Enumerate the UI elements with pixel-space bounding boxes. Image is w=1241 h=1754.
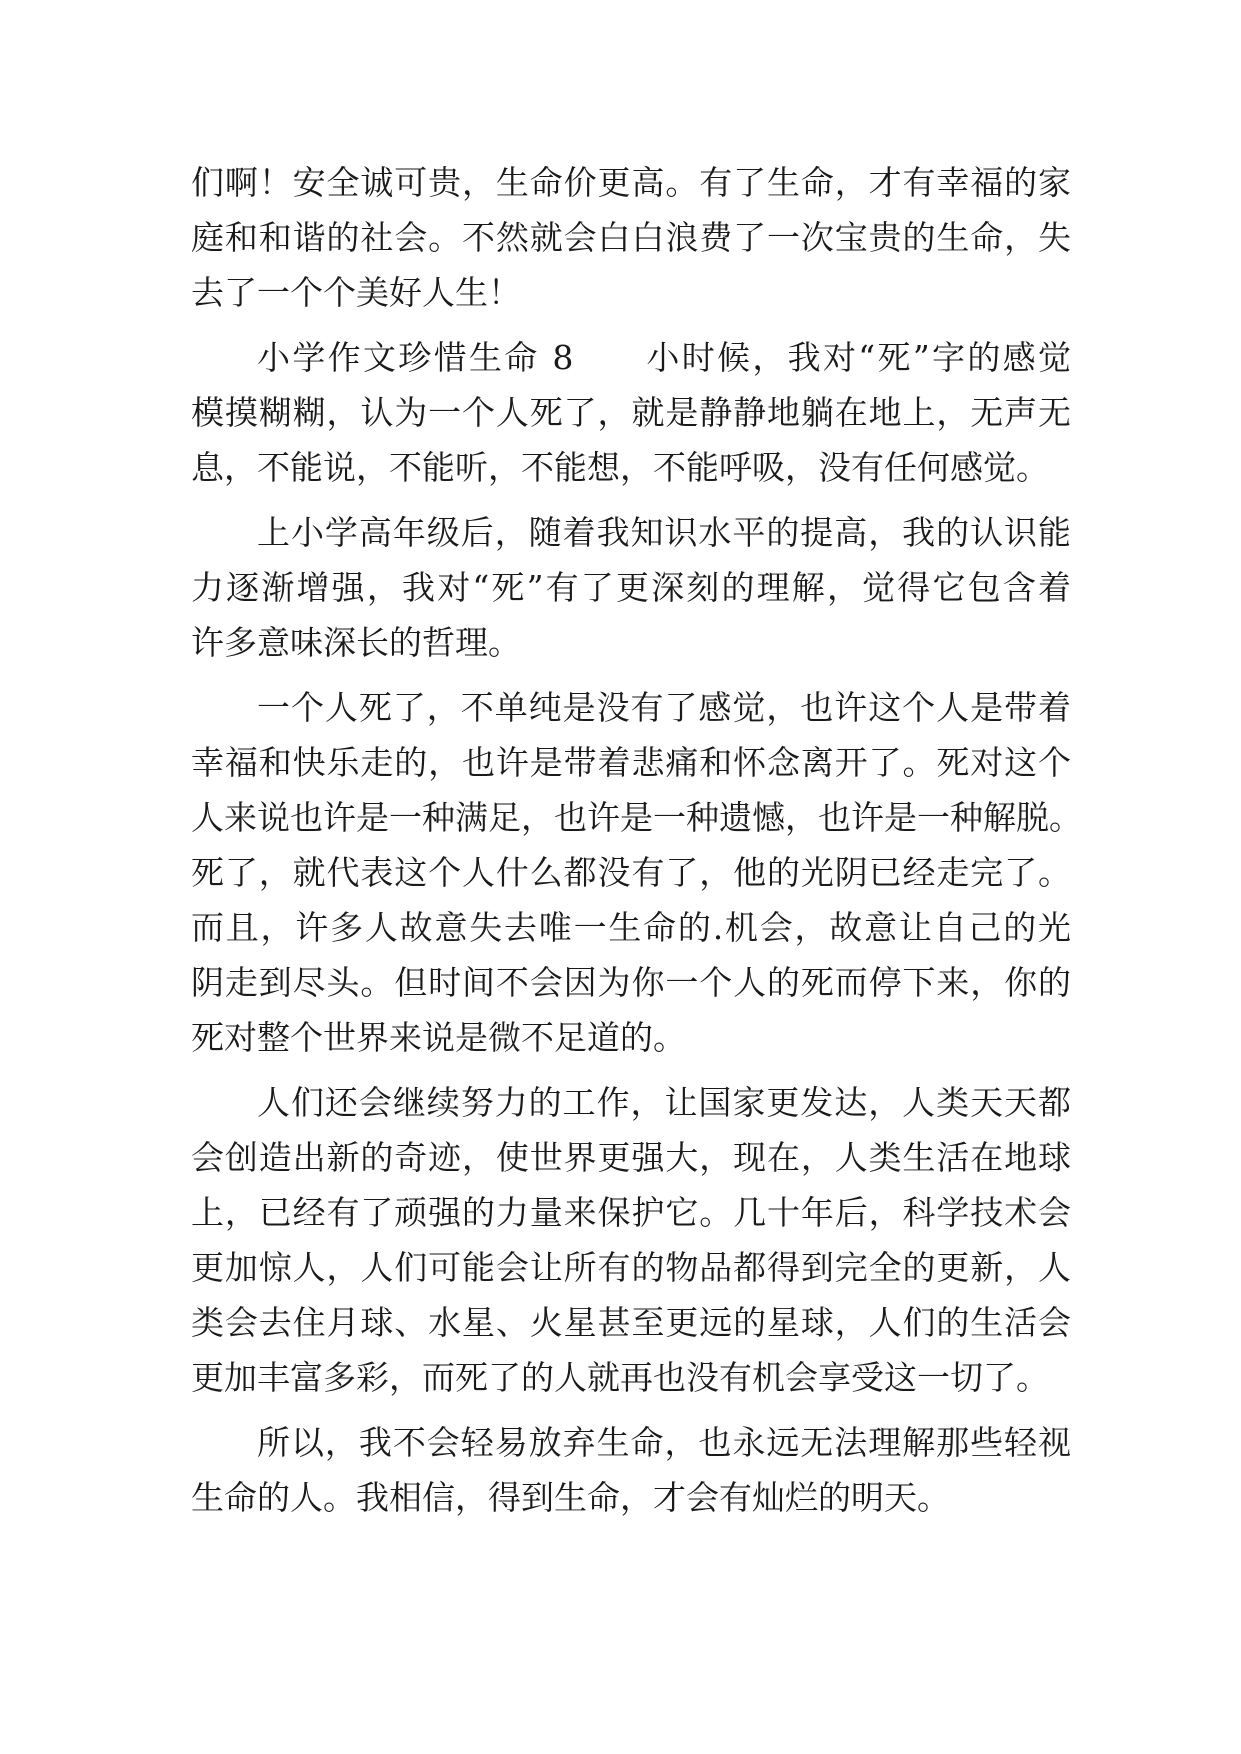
text-line: 死对整个世界来说是微不足道的。 (191, 1018, 686, 1057)
paragraph (191, 155, 1071, 320)
text-line: 们啊！安全诚可贵，生命价更高。有了生命，才有幸福的家 (191, 163, 1071, 202)
text-line: 庭和和谐的社会。不然就会白白浪费了一次宝贵的生命，失 (191, 218, 1071, 257)
text-line: 更加丰富多彩，而死了的人就再也没有机会享受这一切了。 (191, 1358, 1049, 1397)
paragraph (191, 1415, 1071, 1525)
text-line: 上小学高年级后，随着我知识水平的提高，我的认识能 (257, 513, 1071, 552)
text-line: 会创造出新的奇迹，使世界更强大，现在，人类生活在地球 (191, 1138, 1071, 1177)
text-line: 一个人死了，不单纯是没有了感觉，也许这个人是带着 (257, 688, 1071, 727)
text-line: 模摸糊糊，认为一个人死了，就是静静地躺在地上，无声无 (191, 393, 1071, 432)
text-line: 阴走到尽头。但时间不会因为你一个人的死而停下来，你的 (191, 963, 1071, 1002)
text-line: 人来说也许是一种满足，也许是一种遗憾，也许是一种解脱。 (191, 798, 1082, 837)
text-line: 力逐渐增强，我对“死”有了更深刻的理解，觉得它包含着 (191, 568, 1071, 607)
text-line: 人们还会继续努力的工作，让国家更发达，人类天天都 (257, 1083, 1071, 1122)
paragraph (191, 680, 1082, 1065)
text-line: 上，已经有了顽强的力量来保护它。几十年后，科学技术会 (191, 1193, 1071, 1232)
text-line: 息，不能说，不能听，不能想，不能呼吸，没有任何感觉。 (191, 448, 1049, 487)
text-line: 去了一个个美好人生！ (191, 273, 521, 312)
text-line: 更加惊人，人们可能会让所有的物品都得到完全的更新，人 (191, 1248, 1071, 1287)
text-line: 许多意味深长的哲理。 (191, 623, 521, 662)
text-line: 死了，就代表这个人什么都没有了，他的光阴已经走完了。 (191, 853, 1071, 892)
text-line: 所以，我不会轻易放弃生命，也永远无法理解那些轻视 (257, 1423, 1071, 1462)
text-line: 幸福和快乐走的，也许是带着悲痛和怀念离开了。死对这个 (191, 743, 1071, 782)
paragraph (191, 505, 1071, 670)
text-line: 类会去住月球、水星、火星甚至更远的星球，人们的生活会 (191, 1303, 1071, 1342)
document-body (191, 155, 1082, 1525)
text-line: 生命的人。我相信，得到生命，才会有灿烂的明天。 (191, 1478, 950, 1517)
text-line: 而且，许多人故意失去唯一生命的.机会，故意让自己的光 (191, 908, 1071, 947)
text-line: 小学作文珍惜生命 8 小时候，我对“死”字的感觉 (257, 338, 1071, 377)
paragraph (191, 330, 1071, 495)
paragraph (191, 1075, 1071, 1405)
